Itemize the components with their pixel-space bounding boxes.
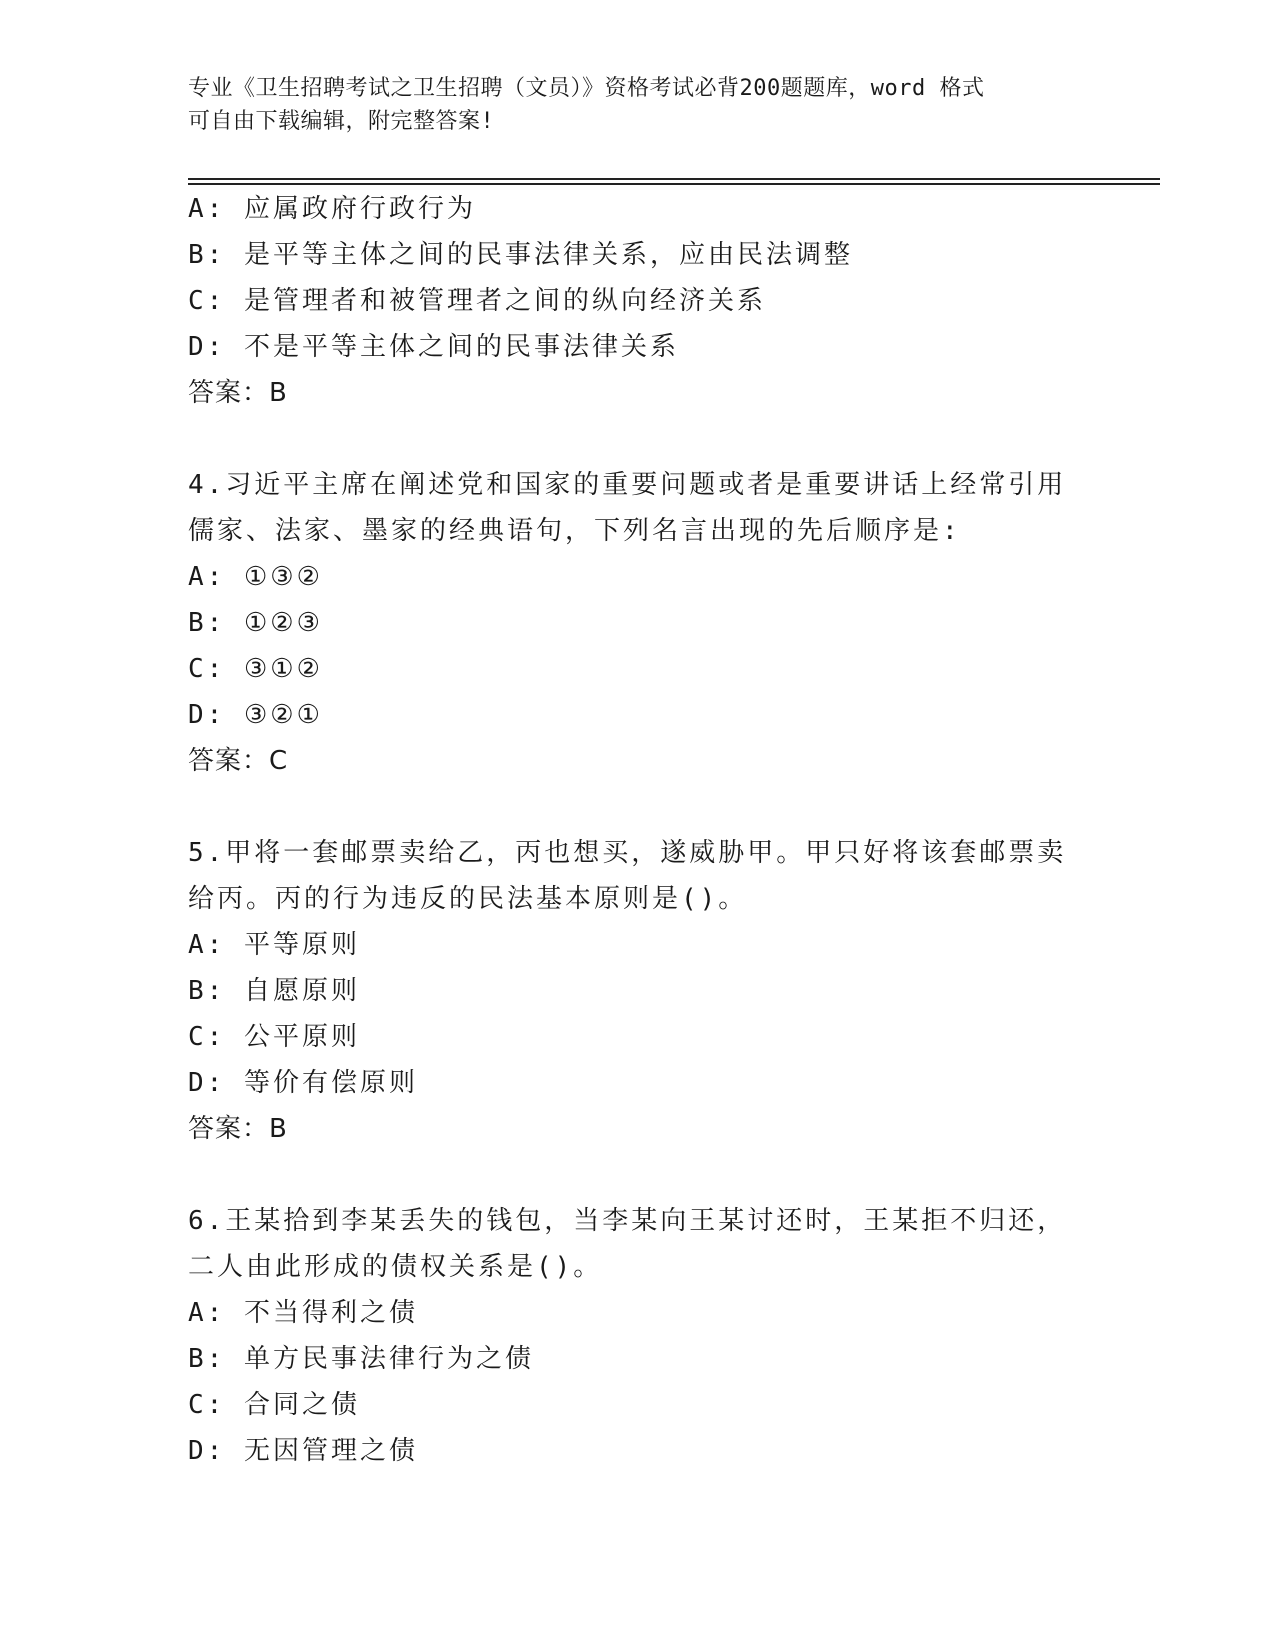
question-stem-continued: 二人由此形成的债权关系是()。 — [188, 1252, 603, 1282]
question-stem-continued: 儒家、法家、墨家的经典语句，下列名言出现的先后顺序是: — [188, 516, 961, 546]
option-b: B: 自愿原则 — [188, 976, 360, 1006]
option-d: D: ③②① — [188, 700, 323, 730]
option-d: D: 等价有偿原则 — [188, 1068, 418, 1098]
option-c: C: 是管理者和被管理者之间的纵向经济关系 — [188, 286, 766, 316]
option-c: C: 合同之债 — [188, 1390, 360, 1420]
question-list — [188, 186, 1088, 1474]
option-b: B: 是平等主体之间的民事法律关系，应由民法调整 — [188, 240, 853, 270]
question-stem: 5.甲将一套邮票卖给乙，丙也想买，遂威胁甲。甲只好将该套邮票卖 — [188, 838, 1067, 868]
option-a: A: ①③② — [188, 562, 323, 592]
header-line-1: 专业《卫生招聘考试之卫生招聘（文员）》资格考试必背200题题库，word 格式 — [188, 76, 985, 101]
answer-label: 答案：B — [188, 1114, 288, 1144]
answer-label: 答案：C — [188, 746, 289, 776]
option-d: D: 无因管理之债 — [188, 1436, 418, 1466]
spacer — [188, 1152, 1088, 1198]
question-stem-continued: 给丙。丙的行为违反的民法基本原则是()。 — [188, 884, 748, 914]
option-a: A: 不当得利之债 — [188, 1298, 418, 1328]
document-header — [188, 72, 1068, 138]
question-6-block — [188, 1198, 1088, 1474]
option-d: D: 不是平等主体之间的民事法律关系 — [188, 332, 679, 362]
question-4-block — [188, 462, 1088, 784]
header-divider-bottom — [188, 183, 1160, 185]
question-stem: 4.习近平主席在阐述党和国家的重要问题或者是重要讲话上经常引用 — [188, 470, 1067, 500]
question-5-block — [188, 830, 1088, 1152]
spacer — [188, 416, 1088, 462]
question-3-block — [188, 186, 1088, 416]
option-a: A: 应属政府行政行为 — [188, 194, 476, 224]
option-c: C: ③①② — [188, 654, 323, 684]
option-b: B: 单方民事法律行为之债 — [188, 1344, 534, 1374]
question-stem: 6.王某拾到李某丢失的钱包，当李某向王某讨还时，王某拒不归还， — [188, 1206, 1067, 1236]
spacer — [188, 784, 1088, 830]
option-b: B: ①②③ — [188, 608, 323, 638]
header-divider-top — [188, 178, 1160, 180]
answer-label: 答案：B — [188, 378, 288, 408]
option-c: C: 公平原则 — [188, 1022, 360, 1052]
option-a: A: 平等原则 — [188, 930, 360, 960]
header-line-2: 可自由下载编辑，附完整答案! — [188, 109, 495, 134]
